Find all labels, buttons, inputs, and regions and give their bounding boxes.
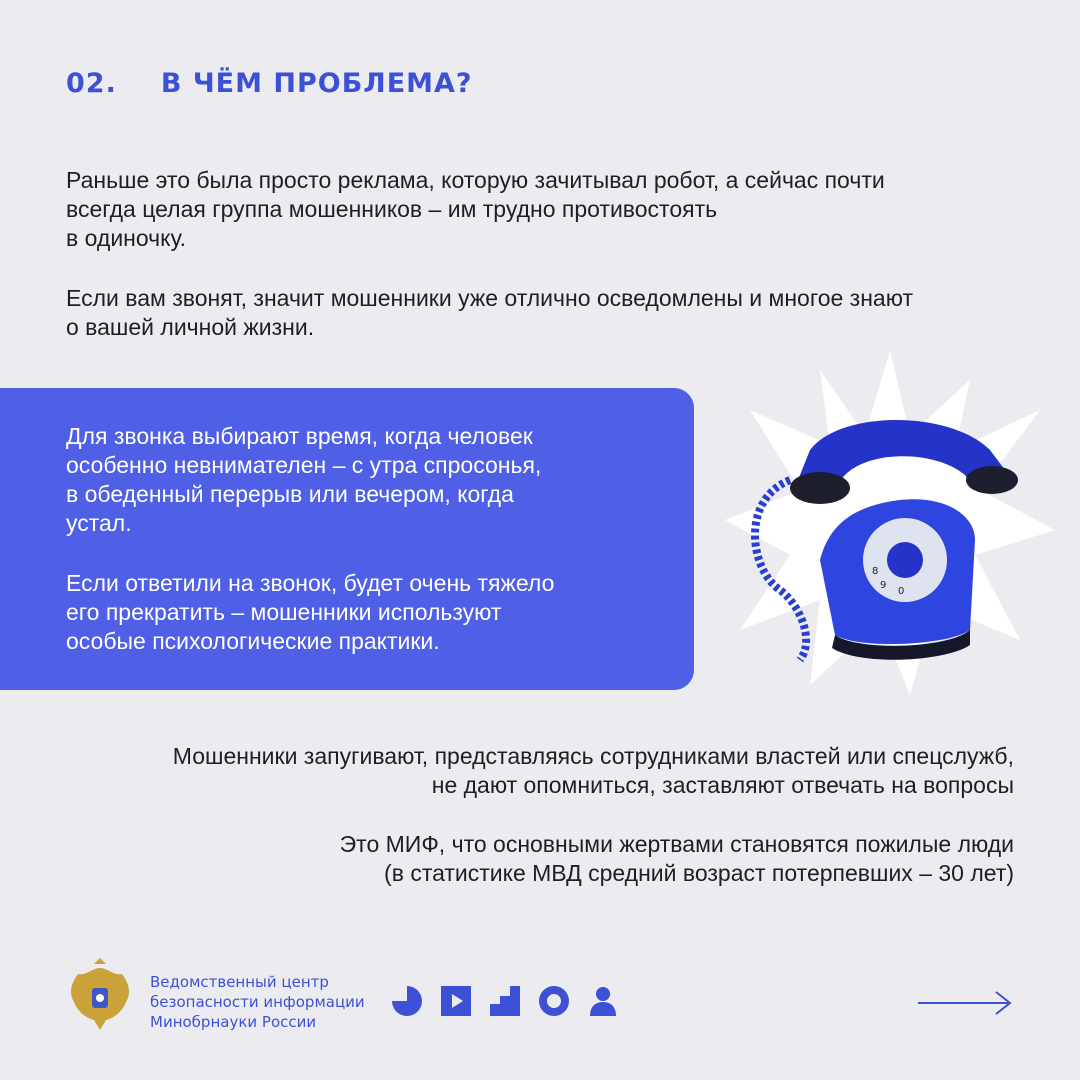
- card-paragraph-1: Для звонка выбирают время, когда человек особенно невнимателен – с утра спросонья, в обеденный перерыв или вечером, когда устал.: [66, 423, 542, 536]
- page-heading: [66, 68, 473, 99]
- bottom-paragraph-1: Мошенники запугивают, представляясь сотрудниками властей или спецслужб, не дают опомниться, заставляют отвечать на вопросы: [172, 743, 1014, 798]
- person-icon: [588, 986, 618, 1016]
- stairs-icon: [490, 986, 520, 1016]
- eagle-emblem-icon: [64, 958, 136, 1038]
- info-card: [0, 388, 694, 690]
- play-icon: [441, 986, 471, 1016]
- organization-name: Ведомственный центр безопасности информации Минобрнауки России: [150, 973, 365, 1031]
- card-paragraph-2: Если ответили на звонок, будет очень тяжело его прекратить – мошенники используют особые психологические практики.: [66, 570, 555, 654]
- rotary-phone-illustration: [720, 340, 1060, 700]
- bottom-paragraph-2: Это МИФ, что основными жертвами становятся пожилые люди (в статистике МВД средний возраст потерпевших – 30 лет): [339, 831, 1014, 886]
- page-title: В ЧЁМ ПРОБЛЕМА?: [160, 68, 473, 99]
- brand-icon-row: [392, 986, 618, 1016]
- next-arrow-icon[interactable]: [916, 988, 1014, 1018]
- svg-text:0: 0: [898, 586, 905, 597]
- intro-paragraph-1: Раньше это была просто реклама, которую зачитывал робот, а сейчас почти всегда целая группа мошенников – им трудно противостоять в одиночку.: [66, 167, 885, 251]
- section-number: 02.: [66, 68, 117, 99]
- ring-icon: [539, 986, 569, 1016]
- svg-text:9: 9: [880, 580, 887, 591]
- intro-paragraph-2: Если вам звонят, значит мошенники уже отлично осведомлены и многое знают о вашей личной жизни.: [66, 285, 913, 340]
- svg-text:8: 8: [872, 566, 879, 577]
- pie-icon: [392, 986, 422, 1016]
